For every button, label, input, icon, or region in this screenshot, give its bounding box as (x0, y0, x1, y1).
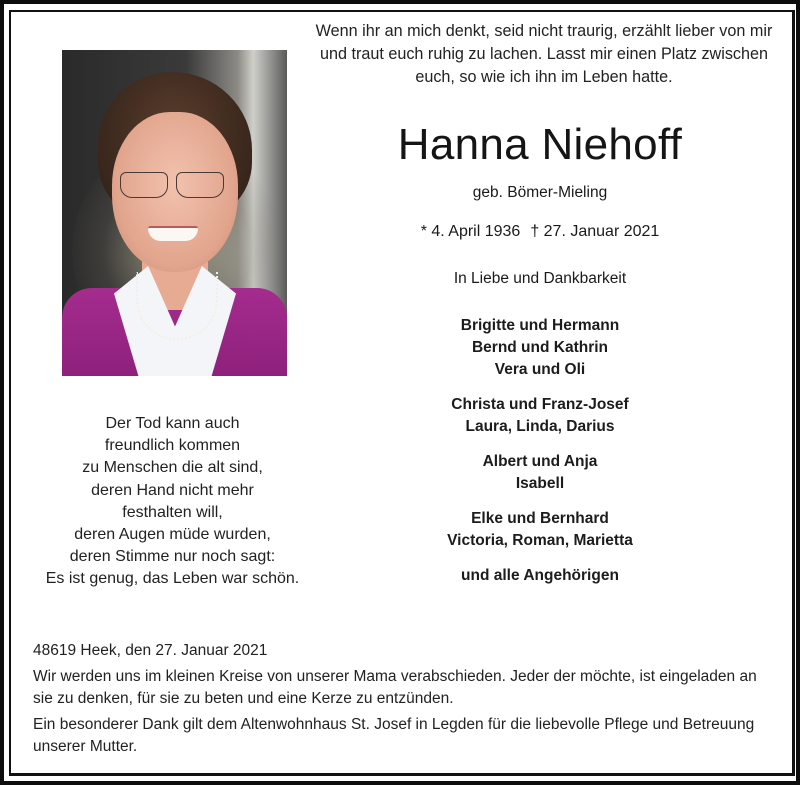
life-dates (330, 221, 750, 243)
mourner-line: Elke und Bernhard (471, 510, 609, 527)
poem-line: Der Tod kann auch (105, 415, 240, 432)
portrait-photo (62, 50, 287, 376)
poem-line: deren Augen müde wurden, (74, 526, 271, 544)
family-group (400, 315, 680, 381)
birth-date: * 4. April 1936 (420, 223, 521, 240)
poem (20, 413, 325, 591)
poem-line: deren Hand nicht mehr (91, 481, 254, 499)
poem-line: deren Stimme nur noch sagt: (69, 548, 276, 566)
poem-line: Es ist genug, das Leben war schön. (45, 570, 300, 588)
poem-line: festhalten will, (122, 503, 223, 521)
special-thanks: Ein besonderer Dank gilt dem Altenwohnhaus St. Josef in Legden für die liebevolle Pflege und Betreuung unserer Mutter. (33, 716, 755, 755)
mourner-line: Albert und Anja (482, 453, 598, 470)
farewell-note: Wir werden uns im kleinen Kreise von unserer Mama verabschieden. Jeder der möchte, ist eingeladen an sie zu denken, für sie zu beten und eine Kerze zu entzünden. (33, 668, 757, 707)
deceased-name: Hanna Niehoff (397, 120, 683, 169)
mourner-line: Vera und Oli (494, 361, 586, 378)
photo-glasses-left (120, 172, 168, 198)
family-group (400, 508, 680, 552)
poem-line: freundlich kommen (104, 437, 241, 455)
mourner-line: Bernd und Kathrin (471, 339, 609, 356)
mourner-line: Isabell (515, 475, 565, 492)
thanks-line: In Liebe und Dankbarkeit (453, 270, 627, 287)
place-date: 48619 Heek, den 27. Januar 2021 (33, 642, 268, 659)
death-date: † 27. Januar 2021 (530, 223, 660, 240)
family-group (400, 394, 680, 438)
photo-smile (148, 226, 198, 241)
poem-line: zu Menschen die alt sind, (82, 459, 263, 477)
footer-notes (33, 640, 778, 762)
mourner-line: Christa und Franz-Josef (451, 396, 629, 413)
mourners-list (400, 315, 680, 600)
photo-glasses-right (176, 172, 224, 198)
mourner-line: Brigitte und Hermann (460, 317, 620, 334)
mourner-line: Victoria, Roman, Marietta (447, 532, 633, 549)
mourner-line: Laura, Linda, Darius (465, 418, 615, 435)
mourner-line: und alle Angehörigen (461, 567, 619, 584)
family-group (400, 451, 680, 495)
family-group (400, 565, 680, 587)
birth-name: geb. Bömer-Mieling (472, 184, 608, 201)
opening-quote: Wenn ihr an mich denkt, seid nicht traurig, erzählt lieber von mir und traut euch ruhig zu lachen. Lasst mir einen Platz zwischen euch, so wie ich ihn im Leben hatte. (315, 22, 773, 86)
